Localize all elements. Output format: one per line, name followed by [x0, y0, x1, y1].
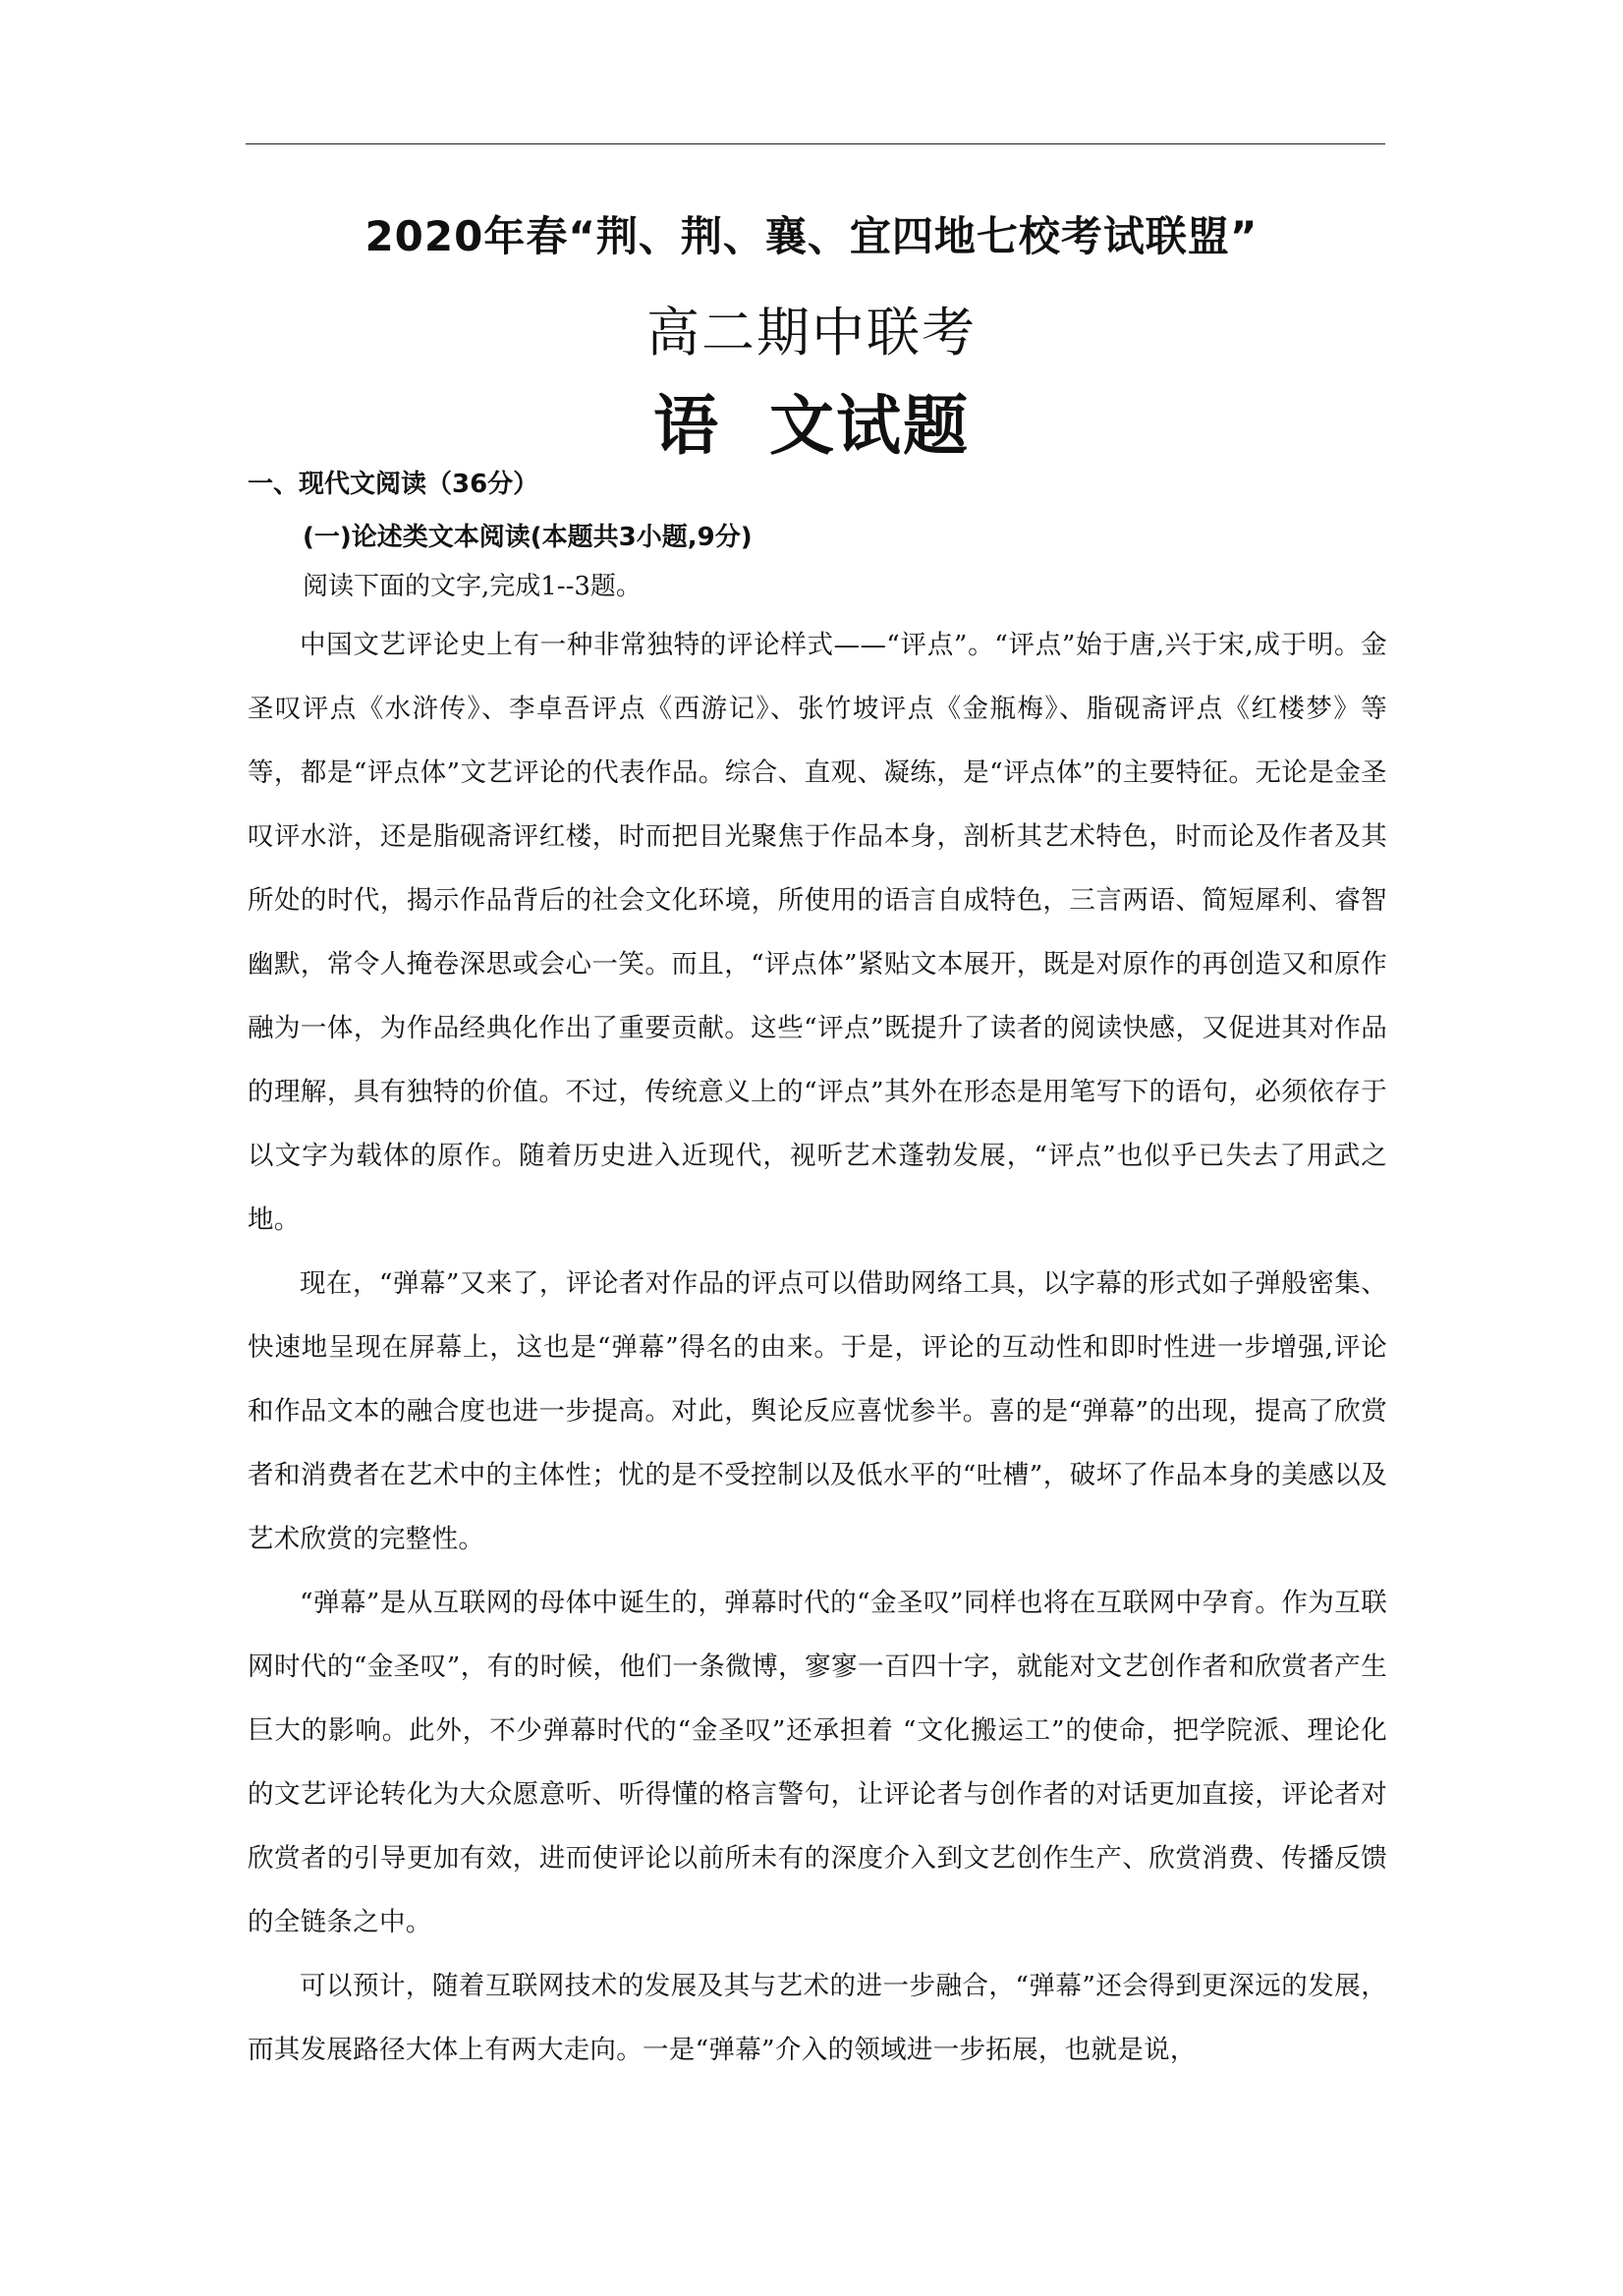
- passage-paragraph: 中国文艺评论史上有一种非常独特的评论样式——“评点”。“评点”始于唐,兴于宋,成于明。金圣叹评点《水浒传》、李卓吾评点《西游记》、张竹坡评点《金瓶梅》、脂砚斋评点《红楼梦》等等，都是“评点体”文艺评论的代表作品。综合、直观、凝练，是“评点体”的主要特征。无论是金圣叹评水浒，还是脂砚斋评红楼，时而把目光聚焦于作品本身，剖析其艺术特色，时而论及作者及其所处的时代，揭示作品背后的社会文化环境，所使用的语言自成特色，三言两语、简短犀利、睿智幽默，常令人掩卷深思或会心一笑。而且，“评点体”紧贴文本展开，既是对原作的再创造又和原作融为一体，为作品经典化作出了重要贡献。这些“评点”既提升了读者的阅读快感，又促进其对作品的理解，具有独特的价值。不过，传统意义上的“评点”其外在形态是用笔写下的语句，必须依存于以文字为载体的原作。随着历史进入近现代，视听艺术蓬勃发展，“评点”也似乎已失去了用武之地。: [248, 630, 1387, 1235]
- passage-paragraph: “弹幕”是从互联网的母体中诞生的，弹幕时代的“金圣叹”同样也将在互联网中孕育。作为互联网时代的“金圣叹”，有的时候，他们一条微博，寥寥一百四十字，就能对文艺创作者和欣赏者产生巨大的影响。此外，不少弹幕时代的“金圣叹”还承担着 “文化搬运工”的使命，把学院派、理论化的文艺评论转化为大众愿意听、听得懂的格言警句，让评论者与创作者的对话更加直接，评论者对欣赏者的引导更加有效，进而使评论以前所未有的深度介入到文艺创作生产、欣赏消费、传播反馈的全链条之中。: [248, 1588, 1387, 1937]
- passage-paragraph: 现在，“弹幕”又来了，评论者对作品的评点可以借助网络工具，以字幕的形式如子弹般密集、快速地呈现在屏幕上，这也是“弹幕”得名的由来。于是，评论的互动性和即时性进一步增强,评论和作品文本的融合度也进一步提高。对此，舆论反应喜忧参半。喜的是“弹幕”的出现，提高了欣赏者和消费者在艺术中的主体性；忧的是不受控制以及低水平的“吐槽”，破坏了作品本身的美感以及艺术欣赏的完整性。: [248, 1268, 1387, 1554]
- exam-title-line2: 高二期中联考: [646, 302, 977, 364]
- exam-subject-title: 语 文试题: [653, 388, 970, 464]
- reading-passage: [248, 613, 1387, 2082]
- reading-instruction: 阅读下面的文字,完成1--3题。: [303, 572, 642, 601]
- subsection-heading: (一)论述类文本阅读(本题共3小题,9分): [303, 523, 753, 552]
- header-rule: [246, 143, 1385, 144]
- passage-paragraph: 可以预计，随着互联网技术的发展及其与艺术的进一步融合，“弹幕”还会得到更深远的发展，而其发展路径大体上有两大走向。一是“弹幕”介入的领域进一步拓展，也就是说，: [248, 1971, 1387, 2065]
- exam-title-line1: 2020年春“荆、荆、襄、宜四地七校考试联盟”: [364, 212, 1259, 260]
- section-heading: 一、现代文阅读（36分）: [248, 470, 539, 499]
